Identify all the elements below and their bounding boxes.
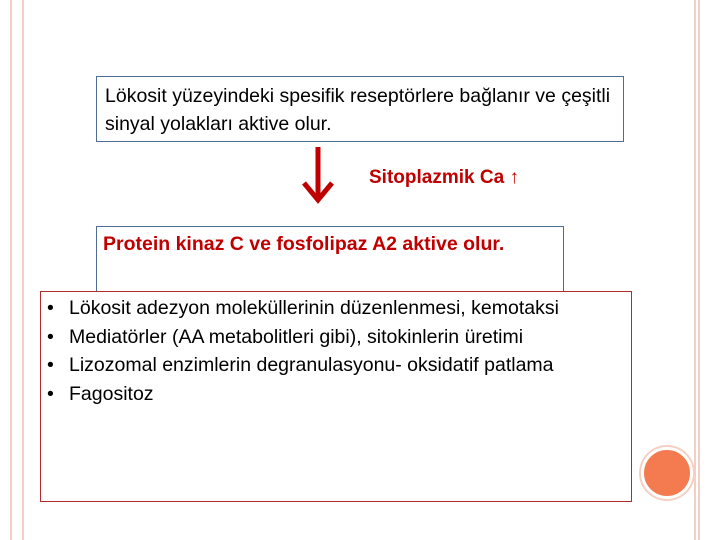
- list-item-text: Lökosit adezyon moleküllerinin düzenlenmesi, kemotaksi: [69, 297, 559, 319]
- accent-circle: [641, 447, 693, 499]
- receptor-binding-box: [96, 76, 624, 142]
- list-item-text: Fagositoz: [69, 382, 154, 405]
- pkc-activation-text: Protein kinaz C ve fosfolipaz A2 aktive olur.: [103, 233, 505, 255]
- list-item: [47, 380, 625, 409]
- list-item: [47, 294, 625, 323]
- pkc-activation-box: [96, 226, 564, 292]
- left-decor-line: [22, 0, 24, 540]
- bullet-icon: •: [47, 297, 54, 319]
- calcium-text: Sitoplazmik Ca: [369, 167, 505, 188]
- down-arrow-icon: [300, 145, 336, 205]
- list-item: [47, 351, 625, 380]
- list-item-text: Lizozomal enzimlerin degranulasyonu- oksidatif patlama: [69, 354, 554, 376]
- right-decor-line: [694, 0, 696, 540]
- list-item: [47, 323, 625, 352]
- bullet-icon: •: [47, 382, 54, 405]
- up-arrow-icon: ↑: [509, 167, 519, 188]
- outcomes-box: [40, 291, 632, 502]
- outcomes-list: [47, 294, 625, 408]
- bullet-icon: •: [47, 354, 54, 376]
- cytoplasmic-calcium-label: [369, 167, 519, 189]
- bullet-icon: •: [47, 325, 54, 348]
- receptor-binding-text: Lökosit yüzeyindeki spesifik reseptörlere bağlanır ve çeşitli sinyal yolakları aktive olur.: [105, 85, 611, 135]
- list-item-text: Mediatörler (AA metabolitleri gibi), sitokinlerin üretimi: [69, 325, 524, 348]
